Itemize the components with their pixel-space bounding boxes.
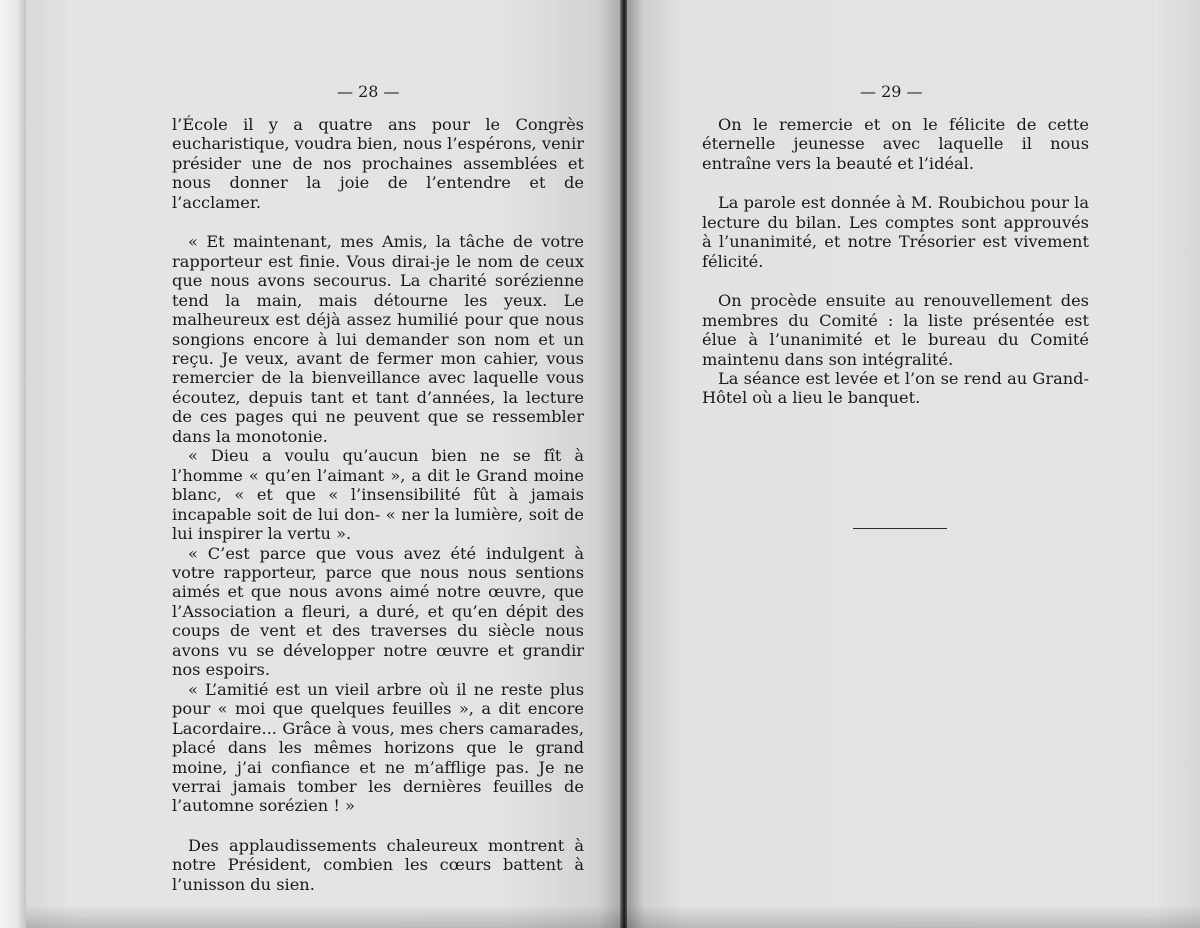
paragraph: On le remercie et on le félicite de cette éternelle jeunesse avec laquelle il nous entraîne vers la beauté et l’idéal. xyxy=(702,115,1089,173)
left-page xyxy=(26,0,622,928)
paragraph: « Dieu a voulu qu’aucun bien ne se fît à l’homme « qu’en l’aimant », a dit le Grand moine blanc, « et que « l’insensibilité fût à jamais incapable soit de lui don- « ner la lumière, soit de lui inspirer la vertu ». xyxy=(172,446,584,544)
paragraph-gap xyxy=(172,212,584,232)
paragraph: l’École il y a quatre ans pour le Congrès eucharistique, voudra bien, nous l’espérons, venir présider une de nos prochaines assemblées et nous donner la joie de l’entendre et de l’acclamer. xyxy=(172,115,584,212)
page-number: — 29 — xyxy=(860,82,923,101)
right-page xyxy=(627,0,1200,928)
scanner-bed-edge xyxy=(0,0,28,928)
page-bottom-shadow xyxy=(26,905,1200,928)
paragraph-gap xyxy=(172,816,584,836)
paragraph: « C’est parce que vous avez été indulgent à votre rapporteur, parce que nous nous sentions aimés et que nous avons aimé notre œuvre, que l’Association a fleuri, a duré, et qu’en dépit des coups de vent et des traverses du siècle nous avons vu se développer notre œuvre et grandir nos espoirs. xyxy=(172,543,584,680)
paragraph-gap xyxy=(702,271,1089,291)
paragraph-gap xyxy=(702,173,1089,193)
paragraph: Des applaudissements chaleureux montrent à notre Président, combien les cœurs battent à l’unisson du sien. xyxy=(172,835,584,894)
right-page-body xyxy=(702,115,1089,408)
paragraph: « L’amitié est un vieil arbre où il ne reste plus pour « moi que quelques feuilles », a dit encore Lacordaire... Grâce à vous, mes chers camarades, placé dans les mêmes horizons que le grand moine, j’ai confiance et ne m’afflige pas. Je ne verrai jamais tomber les dernières feuilles de l’automne sorézien ! » xyxy=(172,679,584,816)
paragraph: La séance est levée et l’on se rend au Grand-Hôtel où a lieu le banquet. xyxy=(702,368,1089,408)
paragraph: On procède ensuite au renouvellement des membres du Comité : la liste présentée est élue à l’unanimité et le bureau du Comité maintenu dans son intégralité. xyxy=(702,291,1089,369)
left-page-body xyxy=(172,115,584,894)
end-rule-divider xyxy=(853,528,947,529)
paragraph: « Et maintenant, mes Amis, la tâche de votre rapporteur est finie. Vous dirai-je le nom de ceux que nous avons secourus. La charité sorézienne tend la main, mais détourne les yeux. Le malheureux est déjà assez humilié pour que nous songions encore à lui demander son nom et un reçu. Je veux, avant de fermer mon cahier, vous remercier de la bienveillance avec laquelle vous écoutez, depuis tant et tant d’années, la lecture de ces pages qui ne peuvent que se ressembler dans la monotonie. xyxy=(172,232,584,446)
paragraph: La parole est donnée à M. Roubichou pour la lecture du bilan. Les comptes sont approuvés à l’unanimité, et notre Trésorier est vivement félicité. xyxy=(702,193,1089,271)
page-number: — 28 — xyxy=(337,82,400,101)
